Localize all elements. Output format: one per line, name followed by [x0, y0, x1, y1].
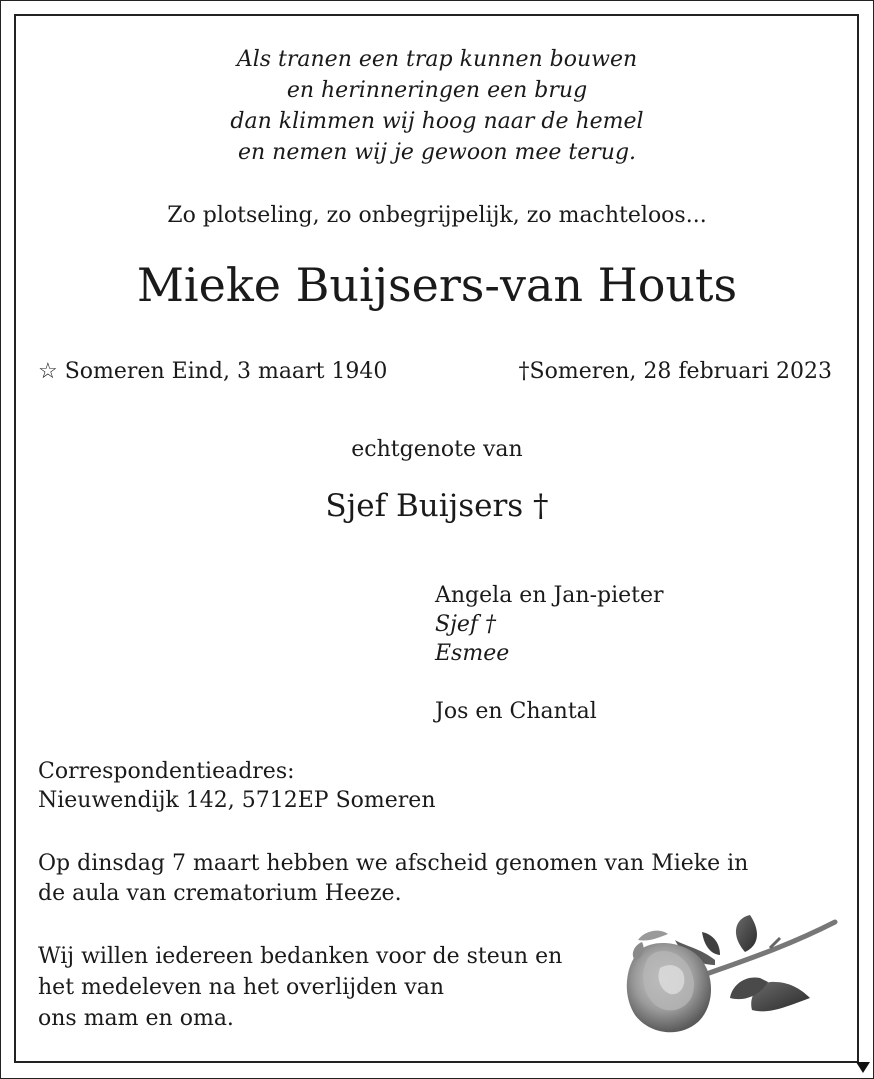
rose-illustration — [620, 910, 840, 1045]
birth-text: Someren Eind, 3 maart 1940 — [64, 359, 388, 384]
spouse-name: Sjef Buijsers † — [325, 488, 549, 524]
thanks-notice — [38, 941, 562, 1034]
birth-info — [38, 359, 387, 384]
deceased-name: Mieke Buijsers-van Houts — [136, 258, 738, 312]
intro-text: Zo plotseling, zo onbegrijpelijk, zo machteloos... — [167, 203, 707, 228]
correspondence-label: Correspondentieadres: — [38, 759, 295, 784]
family-list — [435, 581, 664, 726]
thanks-line-1: Wij willen iedereen bedanken voor de steun en — [38, 944, 563, 969]
poem-line-1: Als tranen een trap kunnen bouwen — [236, 47, 638, 72]
farewell-line-1: Op dinsdag 7 maart hebben we afscheid genomen van Mieke in — [38, 851, 749, 876]
cross-icon: † — [518, 359, 530, 384]
poem-line-3: dan klimmen wij hoog naar de hemel — [230, 109, 644, 134]
correspondence-address: Nieuwendijk 142, 5712EP Someren — [38, 788, 436, 813]
poem-line-2: en herinneringen een brug — [286, 78, 588, 103]
family-parents-1: Angela en Jan-pieter — [435, 583, 664, 608]
correspondence — [38, 757, 435, 815]
scroll-down-arrow-icon[interactable] — [856, 1062, 870, 1073]
poem-line-4: en nemen wij je gewoon mee terug. — [237, 140, 637, 165]
star-icon: ☆ — [38, 359, 58, 384]
thanks-line-2: het medeleven na het overlijden van — [38, 975, 445, 1000]
family-parents-2: Jos en Chantal — [435, 699, 597, 724]
farewell-line-2: de aula van crematorium Heeze. — [38, 881, 402, 906]
family-child-1: Sjef † — [435, 612, 497, 637]
farewell-notice — [38, 849, 748, 909]
death-info — [519, 359, 832, 384]
spouse-label: echtgenote van — [351, 437, 523, 462]
thanks-line-3: ons mam en oma. — [38, 1006, 234, 1031]
death-text: Someren, 28 februari 2023 — [529, 359, 832, 384]
family-child-2: Esmee — [435, 641, 510, 666]
poem — [0, 44, 874, 168]
